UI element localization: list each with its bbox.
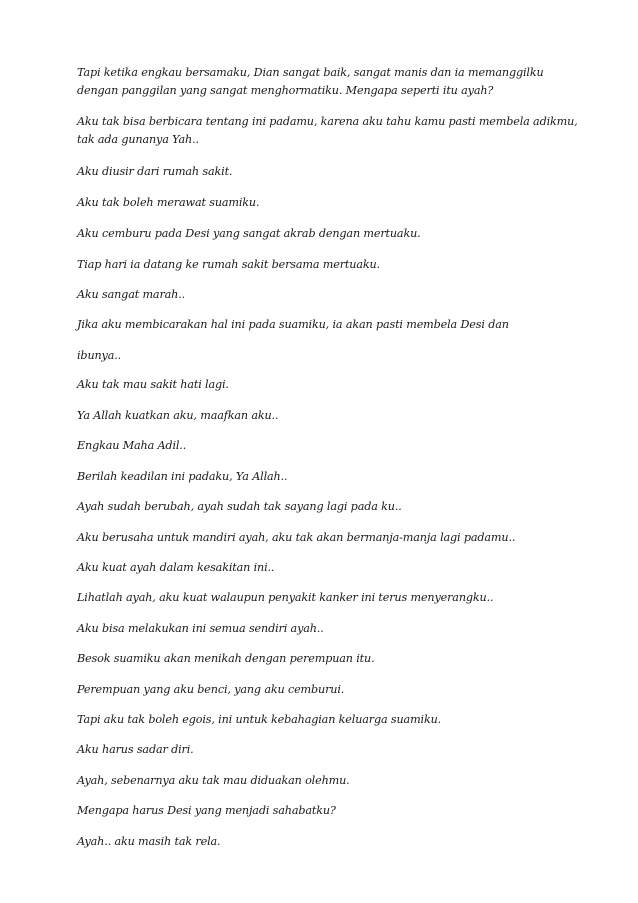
text-line: Aku kuat ayah dalam kesakitan ini.. [77, 561, 275, 574]
text-line: Aku harus sadar diri. [77, 743, 194, 756]
text-line: Tiap hari ia datang ke rumah sakit bersama mertuaku. [77, 258, 380, 271]
text-line: Ayah, sebenarnya aku tak mau diduakan olehmu. [77, 774, 350, 787]
text-line: Ya Allah kuatkan aku, maafkan aku.. [77, 409, 279, 422]
text-line: Aku cemburu pada Desi yang sangat akrab dengan mertuaku. [77, 227, 421, 240]
text-line: Tapi ketika engkau bersamaku, Dian sangat baik, sangat manis dan ia memanggilku [77, 66, 544, 79]
text-line: Aku tak mau sakit hati lagi. [77, 378, 229, 391]
text-line: Besok suamiku akan menikah dengan perempuan itu. [77, 652, 375, 665]
text-line: Aku tak boleh merawat suamiku. [77, 196, 260, 209]
text-line: Aku tak bisa berbicara tentang ini padamu, karena aku tahu kamu pasti membela adikmu, [77, 115, 578, 128]
text-line: dengan panggilan yang sangat menghormatiku. Mengapa seperti itu ayah? [77, 84, 494, 97]
text-line: tak ada gunanya Yah.. [77, 133, 199, 146]
text-line: Aku sangat marah.. [77, 288, 186, 301]
text-line: Aku diusir dari rumah sakit. [77, 165, 233, 178]
text-line: Aku berusaha untuk mandiri ayah, aku tak akan bermanja-manja lagi padamu.. [77, 531, 516, 544]
text-line: Mengapa harus Desi yang menjadi sahabatku? [77, 804, 336, 817]
text-line: Berilah keadilan ini padaku, Ya Allah.. [77, 470, 288, 483]
text-line: Ayah.. aku masih tak rela. [77, 835, 221, 848]
text-line: Tapi aku tak boleh egois, ini untuk kebahagian keluarga suamiku. [77, 713, 442, 726]
text-line: Aku bisa melakukan ini semua sendiri ayah.. [77, 622, 324, 635]
text-line: Engkau Maha Adil.. [77, 439, 187, 452]
text-line: ibunya.. [77, 349, 122, 362]
text-line: Jika aku membicarakan hal ini pada suamiku, ia akan pasti membela Desi dan [77, 318, 509, 331]
text-line: Perempuan yang aku benci, yang aku cemburui. [77, 683, 345, 696]
text-line: Ayah sudah berubah, ayah sudah tak sayang lagi pada ku.. [77, 500, 402, 513]
text-line: Lihatlah ayah, aku kuat walaupun penyakit kanker ini terus menyerangku.. [77, 591, 494, 604]
